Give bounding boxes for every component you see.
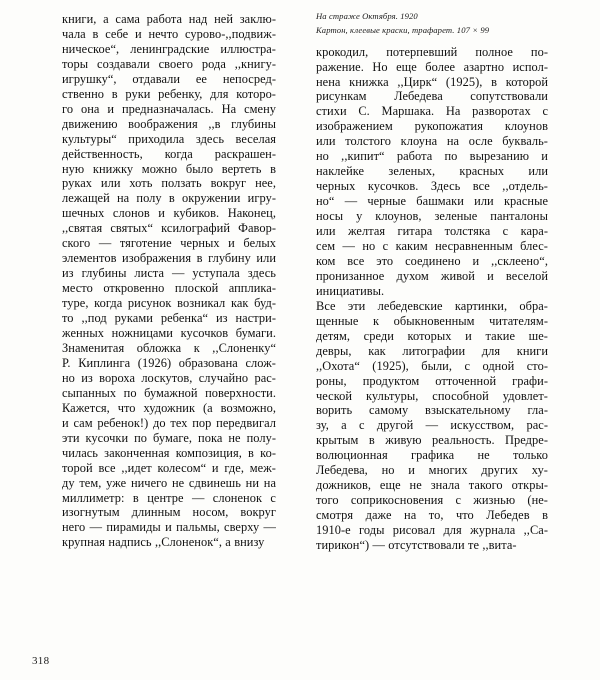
- text-line: или толстого клоуна на осле букваль-: [316, 134, 548, 149]
- text-line: изображением рукопожатия клоунов: [316, 119, 548, 134]
- text-line: девры, как литографии для книги: [316, 343, 548, 358]
- text-line: ком все это соединено и ,,склеено“,: [316, 253, 548, 268]
- left-column-paragraph: [62, 12, 276, 550]
- text-line: детям, среди которых и такие ше-: [316, 328, 548, 343]
- text-line: щенные к обыкновенным читателям-: [316, 313, 548, 328]
- text-line: женных ножницами кусочков бумаги.: [62, 326, 276, 341]
- text-line: чала в себе и нечто сурово-,,подвиж-: [62, 26, 276, 41]
- text-line: рисункам Лебедева сопутствовали: [316, 89, 548, 104]
- text-line: сем — но с каким несравненным блес-: [316, 238, 548, 253]
- text-line: ду тем, уже ничего не сдвинешь ни на: [62, 475, 276, 490]
- text-line: шечных слонов и кубиков. Наконец,: [62, 206, 276, 221]
- text-line: дожников, еще не знала такого откры-: [316, 478, 548, 493]
- text-line: движению воображения ,,в глубины: [62, 116, 276, 131]
- text-line: но из вороха лоскутов, случайно рас-: [62, 370, 276, 385]
- text-line: торы создавали своего рода ,,книгу-: [62, 56, 276, 71]
- text-line: лежащей на полу в окружении игру-: [62, 191, 276, 206]
- text-line: эти кусочки по бумаге, пока не полу-: [62, 430, 276, 445]
- text-line: ную книжку можно было вертеть в: [62, 161, 276, 176]
- text-line: элементов изображения в глубину или: [62, 251, 276, 266]
- text-line: смотря даже на то, что Лебедев в: [316, 508, 548, 523]
- right-column-paragraph-2: [316, 299, 548, 553]
- text-line: то ,,под руками ребенка“ из настри-: [62, 311, 276, 326]
- text-line: руках или хоть ползать вокруг нее,: [62, 176, 276, 191]
- text-line: наклейке зеленых, красных или: [316, 164, 548, 179]
- figure-caption: [316, 9, 548, 38]
- text-line: черных кусочков. Здесь все ,,отдель-: [316, 179, 548, 194]
- text-line: роны, продуктом отточенной графи-: [316, 373, 548, 388]
- text-line: 1910-е годы рисовал для журнала ,,Са-: [316, 523, 548, 538]
- text-line: носы у клоунов, зеленые панталоны: [316, 209, 548, 224]
- text-line: него — пирамиды и пальмы, сверху —: [62, 520, 276, 535]
- text-line: нена книжка ,,Цирк“ (1925), в которой: [316, 74, 548, 89]
- text-line: Р. Киплинга (1926) образована слож-: [62, 355, 276, 370]
- text-line: туре, когда рисунок возникал как буд-: [62, 296, 276, 311]
- text-line: ского — тяготение черных и белых: [62, 236, 276, 251]
- text-line: ражение. Но еще более азартно испол-: [316, 59, 548, 74]
- text-line: крупная надпись ,,Слоненок“, а внизу: [62, 535, 265, 550]
- text-line: ственно в руки ребенку, для которо-: [62, 86, 276, 101]
- text-line: стихи С. Маршака. На разворотах с: [316, 104, 548, 119]
- text-line: крокодил, потерпевший полное по-: [316, 44, 548, 59]
- text-line: ческой культуры, способной удовлет-: [316, 388, 548, 403]
- text-line: Знаменитая обложка к ,,Слоненку“: [62, 340, 276, 355]
- text-line: игрушку“, отдавали ее непосред-: [62, 71, 276, 86]
- text-line: волюционная графика не только: [316, 448, 548, 463]
- text-line: из глубины листа — уступала здесь: [62, 266, 276, 281]
- text-line: торой все ,,идет колесом“ и где, меж-: [62, 460, 276, 475]
- text-line: сыпанных по бумажной поверхности.: [62, 385, 276, 400]
- text-line: книги, а сама работа над ней заклю-: [62, 12, 276, 26]
- text-line: изогнутым длинным носом, вокруг: [62, 505, 276, 520]
- text-line: ническое“, ленинградские иллюстра-: [62, 41, 276, 56]
- text-line: пронизанное духом живой и веселой: [316, 268, 548, 283]
- caption-details: Картон, клеевые краски, трафарет. 107 × 99: [316, 25, 490, 36]
- text-line: ,,Охота“ (1925), были, с одной сто-: [316, 358, 548, 373]
- text-line: Все эти лебедевские картинки, обра-: [316, 298, 548, 313]
- text-line: го она и предназначалась. На смену: [62, 101, 276, 116]
- text-line: культуры“ приходила здесь веселая: [62, 131, 276, 146]
- right-column-paragraph-1: [316, 45, 548, 299]
- text-line: миллиметр: в центре — слоненок с: [62, 490, 276, 505]
- caption-title: На страже Октября. 1920: [316, 11, 418, 21]
- text-line: и сам ребенок!) до тех пор передвигал: [62, 415, 276, 430]
- text-line: ворить самому взыскательному гла-: [316, 403, 548, 418]
- right-text-column: [300, 0, 600, 648]
- text-line: зу, а с другой — искусством, рас-: [316, 418, 548, 433]
- text-line: ,,святая святых“ ксилографий Фавор-: [62, 221, 276, 236]
- text-line: тирикон“) — отсутствовали те ,,вита-: [316, 538, 517, 553]
- text-line: место откровенно плоской апплика-: [62, 281, 276, 296]
- text-line: инициативы.: [316, 283, 385, 298]
- text-line: того соприкосновения с жизнью (не-: [316, 493, 548, 508]
- text-line: крытым в живую реальность. Предре-: [316, 433, 548, 448]
- text-line: но“ — черные башмаки или красные: [316, 194, 548, 209]
- page-number: 318: [32, 655, 50, 667]
- text-line: Кажется, что художник (а возможно,: [62, 400, 276, 415]
- left-text-column: [0, 0, 300, 648]
- text-line: но ,,кипит“ работа по вырезанию и: [316, 149, 548, 164]
- text-line: чилась законченная композиция, в ко-: [62, 445, 276, 460]
- text-line: действенность, когда раскрашен-: [62, 146, 276, 161]
- text-line: или желтая гитара толстяка с кара-: [316, 224, 548, 239]
- text-line: Лебедева, но и многих других ху-: [316, 463, 548, 478]
